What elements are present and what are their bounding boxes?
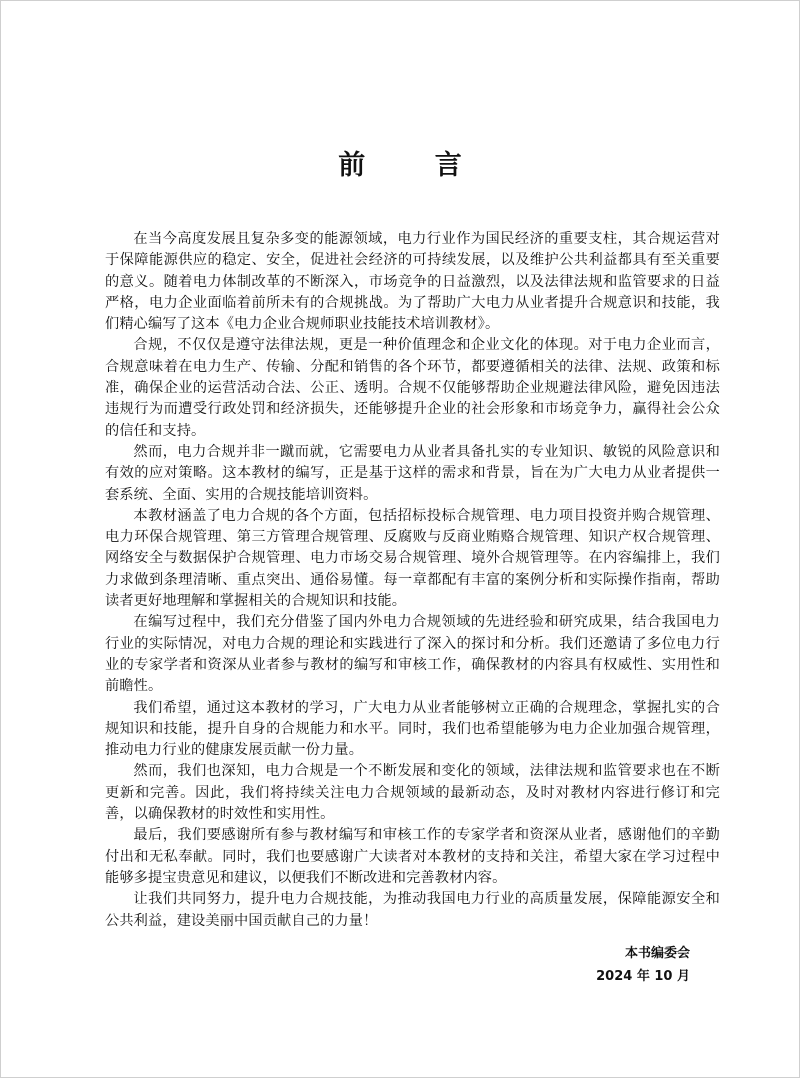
paragraph: 本教材涵盖了电力合规的各个方面，包括招标投标合规管理、电力项目投资并购合规管理、电力环保合规管理、第三方管理合规管理、反腐败与反商业贿赂合规管理、知识产权合规管理、网络安全与数据保护合规管理、电力市场交易合规管理、境外合规管理等。在内容编排上，我们力求做到条理清晰、重点突出、通俗易懂。每一章都配有丰富的案例分析和实际操作指南，帮助读者更好地理解和掌握相关的合规知识和技能。 [105, 507, 720, 610]
paragraph: 我们希望，通过这本教材的学习，广大电力从业者能够树立正确的合规理念，掌握扎实的合规知识和技能，提升自身的合规能力和水平。同时，我们也希望能够为电力企业加强合规管理，推动电力行业的健康发展贡献一份力量。 [105, 699, 720, 759]
paragraph: 在当今高度发展且复杂多变的能源领域，电力行业作为国民经济的重要支柱，其合规运营对于保障能源供应的稳定、安全，促进社会经济的可持续发展，以及维护公共利益都具有至关重要的意义。随着电力体制改革的不断深入，市场竞争的日益激烈，以及法律法规和监管要求的日益严格，电力企业面临着前所未有的合规挑战。为了帮助广大电力从业者提升合规意识和技能，我们精心编写了这本《电力企业合规师职业技能技术培训教材》。 [105, 231, 720, 333]
preface-body [105, 229, 720, 932]
paragraph: 在编写过程中，我们充分借鉴了国内外电力合规领域的先进经验和研究成果，结合我国电力行业的实际情况，对电力合规的理论和实践进行了深入的探讨和分析。我们还邀请了多位电力行业的专家学者和资深从业者参与教材的编写和审核工作，确保教材的内容具有权威性、实用性和前瞻性。 [105, 614, 720, 695]
page-title: 前 言 [338, 150, 492, 181]
paragraph: 合规，不仅仅是遵守法律法规，更是一种价值理念和企业文化的体现。对于电力企业而言，合规意味着在电力生产、传输、分配和销售的各个环节，都要遵循相关的法律、法规、政策和标准，确保企业的运营活动合法、公正、透明。合规不仅能够帮助企业规避法律风险，避免因违法违规行为而遭受行政处罚和经济损失，还能够提升企业的社会形象和市场竞争力，赢得社会公众的信任和支持。 [105, 337, 720, 439]
signature-organization: 本书编委会 [624, 946, 690, 961]
paragraph: 然而，我们也深知，电力合规是一个不断发展和变化的领域，法律法规和监管要求也在不断更新和完善。因此，我们将持续关注电力合规领域的最新动态，及时对教材内容进行修订和完善，以确保教材的时效性和实用性。 [105, 763, 720, 823]
signature-date: 2024 年 10 月 [596, 969, 690, 984]
paragraph: 让我们共同努力，提升电力合规技能，为推动我国电力行业的高质量发展，保障能源安全和公共利益，建设美丽中国贡献自己的力量！ [105, 891, 720, 929]
paragraph: 然而，电力合规并非一蹴而就，它需要电力从业者具备扎实的专业知识、敏锐的风险意识和有效的应对策略。这本教材的编写，正是基于这样的需求和背景，旨在为广大电力从业者提供一套系统、全面、实用的合规技能培训资料。 [105, 443, 720, 503]
paragraph: 最后，我们要感谢所有参与教材编写和审核工作的专家学者和资深从业者，感谢他们的辛勤付出和无私奉献。同时，我们也要感谢广大读者对本教材的支持和关注，希望大家在学习过程中能够多提宝贵意见和建议，以便我们不断改进和完善教材内容。 [105, 827, 720, 886]
